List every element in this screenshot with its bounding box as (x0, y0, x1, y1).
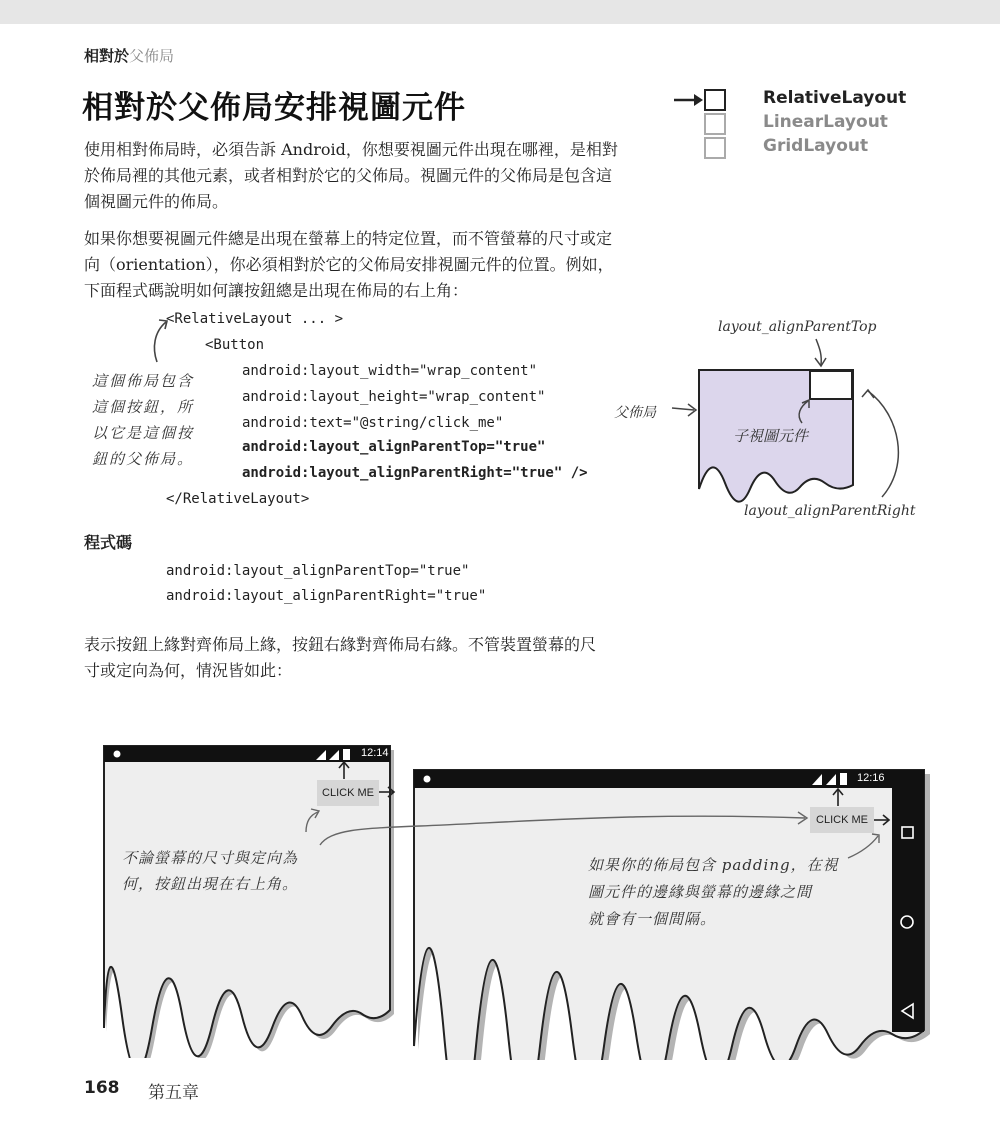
paragraph-intro: 使用相對佈局時，必須告訴 Android，你想要視圖元件出現在哪裡，是相對於佈局裡的其他元素，或者相對於它的父佈局。視圖元件的父佈局是包含這個視圖元件的佈局。 (84, 140, 618, 211)
page-title: 相對於父佈局安排視圖元件 (82, 90, 466, 126)
paragraph-explanation: 表示按鈕上緣對齊佈局上緣，按鈕右緣對齊佈局右緣。不管裝置螢幕的尺寸或定向為何，情況皆如此： (84, 635, 597, 680)
running-header-accent: 父佈局 (129, 47, 175, 65)
page-number: 168 (84, 1078, 120, 1098)
code-line-8: </RelativeLayout> (166, 491, 310, 507)
code-snippet-line-1: android:layout_alignParentTop="true" (166, 563, 470, 579)
layout-item-linear: LinearLayout (763, 112, 888, 132)
parent-layout-note: 這個佈局包含 這個按鈕，所 以它是這個按 鈕的父佈局。 (92, 372, 195, 468)
landscape-note: 如果你的佈局包含 padding，在視 圖元件的邊緣與螢幕的邊緣之間 就會有一個間隔。 (588, 856, 839, 928)
code-line-3: android:layout_width="wrap_content" (242, 363, 538, 379)
code-line-5: android:text="@string/click_me" (242, 415, 504, 431)
code-line-2: <Button (205, 337, 265, 353)
code-line-7: android:layout_alignParentRight="true" /> (242, 465, 588, 481)
portrait-click-me-button[interactable]: CLICK ME (317, 780, 379, 806)
chapter-label: 第五章 (148, 1083, 199, 1103)
code-line-4: android:layout_height="wrap_content" (242, 389, 546, 405)
paragraph-example: 如果你想要視圖元件總是出現在螢幕上的特定位置，而不管螢幕的尺寸或定向（orientation），你必須相對於它的父佈局安排視圖元件的位置。例如，下面程式碼說明如何讓按鈕總是出現在佈局的右上角： (84, 229, 614, 300)
code-snippet-line-2: android:layout_alignParentRight="true" (166, 588, 487, 604)
label-parent-layout: 父佈局 (614, 405, 656, 421)
layout-item-relative: RelativeLayout (763, 88, 907, 108)
layout-item-grid: GridLayout (763, 136, 869, 156)
landscape-click-me-button[interactable]: CLICK ME (810, 807, 874, 833)
running-header-main: 相對於 (84, 47, 130, 65)
code-line-1: <RelativeLayout ... > (166, 311, 344, 327)
label-align-parent-top: layout_alignParentTop (718, 319, 877, 335)
code-label: 程式碼 (84, 533, 133, 552)
portrait-status-time: 12:14 (361, 747, 389, 759)
label-align-parent-right: layout_alignParentRight (744, 503, 916, 519)
code-line-6: android:layout_alignParentTop="true" (242, 439, 546, 455)
label-child-view: 子視圖元件 (733, 427, 809, 445)
landscape-status-time: 12:16 (857, 772, 885, 784)
portrait-note: 不論螢幕的尺寸與定向為 何，按鈕出現在右上角。 (122, 849, 299, 893)
